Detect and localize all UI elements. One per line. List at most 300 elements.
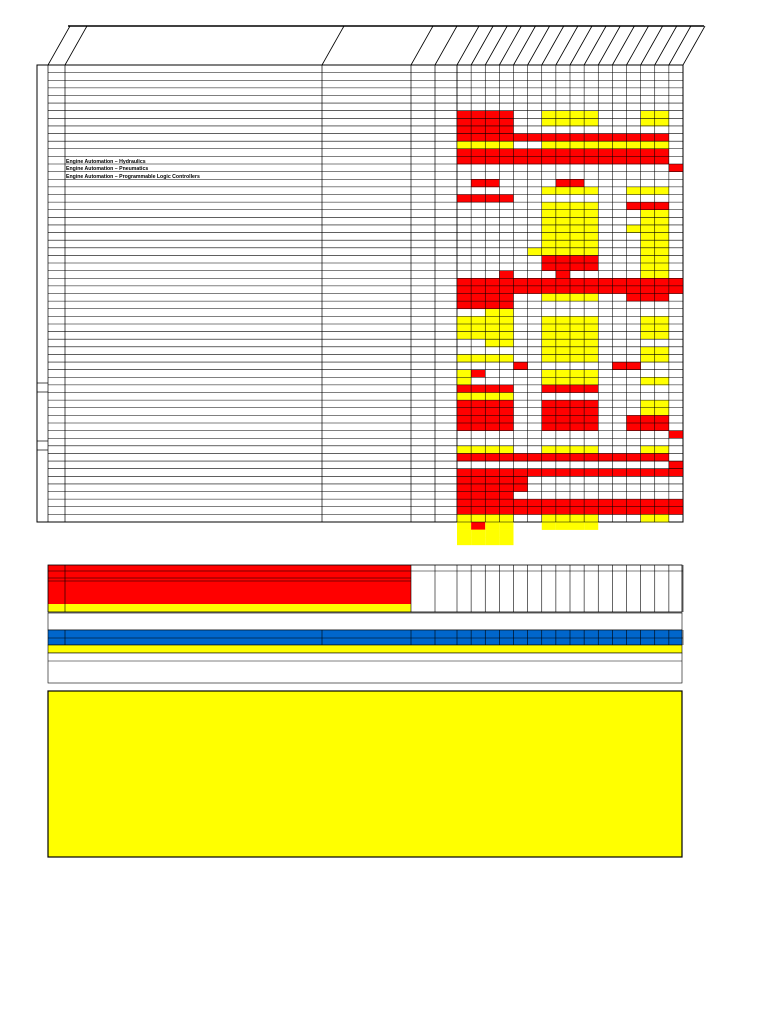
status-cell <box>556 324 570 332</box>
status-cell <box>570 118 584 126</box>
status-cell <box>641 286 655 294</box>
status-cell <box>655 187 669 195</box>
status-cell <box>641 217 655 225</box>
status-cell <box>499 194 513 202</box>
status-cell <box>499 271 513 279</box>
status-cell <box>655 225 669 233</box>
status-cell <box>556 408 570 416</box>
status-cell <box>485 111 499 119</box>
status-cell <box>556 286 570 294</box>
status-cell <box>655 240 669 248</box>
status-cell <box>471 530 485 538</box>
status-cell <box>514 484 528 492</box>
status-cell <box>627 278 641 286</box>
status-cell <box>485 408 499 416</box>
status-cell <box>499 537 513 545</box>
status-cell <box>457 408 471 416</box>
status-cell <box>528 156 542 164</box>
status-cell <box>556 263 570 271</box>
status-cell <box>514 149 528 157</box>
status-cell <box>499 469 513 477</box>
header-slant-line <box>499 26 521 65</box>
status-cell <box>584 453 598 461</box>
status-cell <box>471 294 485 302</box>
status-cell <box>499 408 513 416</box>
status-cell <box>627 286 641 294</box>
status-cell <box>457 537 471 545</box>
status-cell <box>584 278 598 286</box>
status-cell <box>556 385 570 393</box>
status-cell <box>641 278 655 286</box>
status-cell <box>556 271 570 279</box>
status-cell <box>542 423 556 431</box>
status-cell <box>457 385 471 393</box>
status-cell <box>485 453 499 461</box>
status-cell <box>655 202 669 210</box>
status-cell <box>499 278 513 286</box>
header-slant-line <box>627 26 649 65</box>
status-cell <box>570 377 584 385</box>
status-cell <box>570 354 584 362</box>
header-slant-line <box>542 26 564 65</box>
status-cell <box>584 332 598 340</box>
status-cell <box>457 400 471 408</box>
status-cell <box>584 499 598 507</box>
status-cell <box>655 217 669 225</box>
status-cell <box>584 141 598 149</box>
status-cell <box>570 423 584 431</box>
status-cell <box>584 263 598 271</box>
status-cell <box>485 332 499 340</box>
status-cell <box>556 141 570 149</box>
status-cell <box>655 111 669 119</box>
status-cell <box>542 400 556 408</box>
status-cell <box>570 339 584 347</box>
status-cell <box>570 415 584 423</box>
status-cell <box>471 415 485 423</box>
status-cell <box>570 324 584 332</box>
yellow-summary-row <box>48 645 682 653</box>
status-cell <box>485 530 499 538</box>
status-cell <box>542 210 556 218</box>
header-slant-line <box>528 26 550 65</box>
status-cell <box>669 278 683 286</box>
status-cell <box>556 240 570 248</box>
status-cell <box>542 507 556 515</box>
status-cell <box>499 286 513 294</box>
status-cell <box>485 278 499 286</box>
status-cell <box>499 156 513 164</box>
status-cell <box>499 446 513 454</box>
status-cell <box>570 278 584 286</box>
status-cell <box>655 377 669 385</box>
status-cell <box>584 354 598 362</box>
status-cell <box>457 492 471 500</box>
status-cell <box>471 484 485 492</box>
status-cell <box>584 316 598 324</box>
status-cell <box>485 149 499 157</box>
status-cell <box>542 469 556 477</box>
status-cell <box>584 210 598 218</box>
status-cell <box>499 492 513 500</box>
status-cell <box>570 294 584 302</box>
status-cell <box>655 446 669 454</box>
status-cell <box>556 453 570 461</box>
status-cell <box>570 217 584 225</box>
summary-band <box>48 613 683 683</box>
status-cell <box>457 476 471 484</box>
status-cell <box>457 499 471 507</box>
status-cell <box>457 278 471 286</box>
status-cell <box>556 423 570 431</box>
status-cell <box>556 446 570 454</box>
status-cell <box>641 134 655 142</box>
status-cell <box>485 522 499 530</box>
status-cell <box>641 400 655 408</box>
status-cell <box>471 385 485 393</box>
status-cell <box>485 179 499 187</box>
header-slant-line <box>598 26 620 65</box>
status-cell <box>471 332 485 340</box>
status-cell <box>641 316 655 324</box>
status-cell <box>655 248 669 256</box>
status-cell <box>542 415 556 423</box>
status-cell <box>471 149 485 157</box>
status-cell <box>556 233 570 241</box>
status-cell <box>655 118 669 126</box>
status-cell <box>556 134 570 142</box>
status-cell <box>570 453 584 461</box>
status-cell <box>584 134 598 142</box>
status-cell <box>457 294 471 302</box>
status-cell <box>627 469 641 477</box>
status-cell <box>485 400 499 408</box>
status-cell <box>499 415 513 423</box>
status-cell <box>655 210 669 218</box>
status-cell <box>641 240 655 248</box>
status-cell <box>570 347 584 355</box>
status-cell <box>542 202 556 210</box>
status-cell <box>584 522 598 530</box>
status-cell <box>655 499 669 507</box>
status-cell <box>641 354 655 362</box>
status-cell <box>655 134 669 142</box>
status-cell <box>528 149 542 157</box>
status-cell <box>556 179 570 187</box>
status-cell <box>641 446 655 454</box>
status-cell <box>669 164 683 172</box>
status-cell <box>641 271 655 279</box>
status-cell <box>570 263 584 271</box>
status-cell <box>627 499 641 507</box>
status-cell <box>485 446 499 454</box>
status-cell <box>514 278 528 286</box>
status-cell <box>514 469 528 477</box>
status-cell <box>556 400 570 408</box>
status-cell <box>499 309 513 317</box>
status-cell <box>570 141 584 149</box>
status-cell <box>457 507 471 515</box>
status-cell <box>669 499 683 507</box>
status-cell <box>471 446 485 454</box>
status-cell <box>641 210 655 218</box>
header-slant-line <box>48 26 70 65</box>
status-cell <box>570 469 584 477</box>
header-slant-line <box>471 26 493 65</box>
status-cell <box>542 278 556 286</box>
status-cell <box>570 400 584 408</box>
status-cell <box>627 141 641 149</box>
status-cell <box>556 187 570 195</box>
status-cell <box>499 499 513 507</box>
status-cell <box>485 194 499 202</box>
status-cell <box>457 156 471 164</box>
status-cell <box>499 514 513 522</box>
status-cell <box>655 324 669 332</box>
status-cell <box>485 514 499 522</box>
status-cell <box>655 332 669 340</box>
status-cell <box>471 194 485 202</box>
status-cell <box>584 187 598 195</box>
header-slant-line <box>584 26 606 65</box>
status-cell <box>471 393 485 401</box>
status-cell <box>641 111 655 119</box>
status-cell <box>542 263 556 271</box>
status-cell <box>641 248 655 256</box>
status-cell <box>556 225 570 233</box>
status-cell <box>584 255 598 263</box>
status-cell <box>556 469 570 477</box>
status-cell <box>485 415 499 423</box>
status-cell <box>485 476 499 484</box>
status-cell <box>485 354 499 362</box>
header-slant-line <box>683 26 705 65</box>
status-cell <box>471 499 485 507</box>
status-cell <box>641 324 655 332</box>
status-cell <box>570 332 584 340</box>
status-cell <box>471 408 485 416</box>
status-cell <box>485 126 499 134</box>
status-cell <box>627 362 641 370</box>
status-cell <box>485 324 499 332</box>
status-cell <box>471 156 485 164</box>
status-cell <box>641 233 655 241</box>
notes-box <box>48 691 682 857</box>
status-cell <box>570 514 584 522</box>
status-cell <box>584 408 598 416</box>
status-cell <box>556 370 570 378</box>
status-cell <box>457 324 471 332</box>
status-cell <box>457 377 471 385</box>
status-cell <box>570 210 584 218</box>
status-cell <box>612 134 626 142</box>
status-cell <box>598 286 612 294</box>
status-cell <box>542 225 556 233</box>
status-cell <box>556 294 570 302</box>
status-cell <box>542 233 556 241</box>
status-cell <box>471 134 485 142</box>
status-cell <box>528 134 542 142</box>
status-cell <box>471 423 485 431</box>
status-cell <box>499 400 513 408</box>
status-cell <box>485 294 499 302</box>
status-cell <box>584 347 598 355</box>
status-cell <box>641 469 655 477</box>
status-cell <box>556 202 570 210</box>
status-cell <box>598 134 612 142</box>
status-cell <box>570 408 584 416</box>
status-cell <box>499 484 513 492</box>
status-cell <box>556 118 570 126</box>
status-cell <box>499 522 513 530</box>
status-cell <box>499 111 513 119</box>
status-cell <box>556 156 570 164</box>
status-cell <box>485 423 499 431</box>
status-cell <box>542 187 556 195</box>
status-cell <box>641 294 655 302</box>
status-cell <box>457 446 471 454</box>
status-cell <box>542 316 556 324</box>
status-cell <box>570 111 584 119</box>
blue-summary-row <box>48 630 682 645</box>
status-cell <box>612 453 626 461</box>
status-cell <box>499 354 513 362</box>
status-cell <box>499 149 513 157</box>
status-cell <box>457 415 471 423</box>
status-cell <box>542 255 556 263</box>
status-cell <box>669 461 683 469</box>
status-cell <box>542 248 556 256</box>
status-cell <box>556 255 570 263</box>
status-cell <box>627 415 641 423</box>
status-cell <box>584 423 598 431</box>
status-cell <box>457 316 471 324</box>
status-cell <box>542 324 556 332</box>
status-cell <box>499 134 513 142</box>
status-cell <box>641 255 655 263</box>
status-cell <box>471 111 485 119</box>
status-cell <box>514 507 528 515</box>
status-cell <box>528 499 542 507</box>
header-slant-line <box>556 26 578 65</box>
status-cell <box>542 111 556 119</box>
status-cell <box>485 537 499 545</box>
status-cell <box>499 126 513 134</box>
status-cell <box>641 423 655 431</box>
status-cell <box>641 415 655 423</box>
status-cell <box>528 453 542 461</box>
status-cell <box>471 522 485 530</box>
status-cell <box>499 476 513 484</box>
status-cell <box>612 499 626 507</box>
status-cell <box>471 286 485 294</box>
status-cell <box>655 453 669 461</box>
status-cell <box>499 301 513 309</box>
status-cell <box>514 499 528 507</box>
status-cell <box>556 248 570 256</box>
status-cell <box>457 286 471 294</box>
status-cell <box>584 370 598 378</box>
status-cell <box>655 514 669 522</box>
row-label-plc: Engine Automation – Programmable Logic Controllers <box>66 174 200 180</box>
status-cell <box>655 156 669 164</box>
status-cell <box>612 141 626 149</box>
status-cell <box>655 507 669 515</box>
status-cell <box>514 476 528 484</box>
status-cell <box>542 339 556 347</box>
status-cell <box>457 354 471 362</box>
status-cell <box>641 118 655 126</box>
status-cell <box>499 393 513 401</box>
status-cell <box>457 370 471 378</box>
status-cell <box>542 453 556 461</box>
status-cell <box>641 156 655 164</box>
row-lines <box>48 65 683 522</box>
status-cell <box>542 141 556 149</box>
status-cell <box>471 324 485 332</box>
status-cell <box>584 233 598 241</box>
status-cell <box>570 225 584 233</box>
status-cell <box>556 278 570 286</box>
status-cell <box>499 316 513 324</box>
status-cell <box>570 385 584 393</box>
status-cell <box>584 149 598 157</box>
status-cell <box>485 469 499 477</box>
status-cell <box>655 263 669 271</box>
status-cell <box>457 484 471 492</box>
status-cell <box>627 507 641 515</box>
status-cell <box>612 286 626 294</box>
status-cell <box>514 134 528 142</box>
header-slant-line <box>485 26 507 65</box>
header-slant-line <box>669 26 691 65</box>
status-cell <box>612 278 626 286</box>
status-cell <box>457 423 471 431</box>
status-cell <box>641 453 655 461</box>
status-cell <box>542 385 556 393</box>
status-cell <box>542 217 556 225</box>
status-cell <box>485 507 499 515</box>
status-cell <box>542 377 556 385</box>
status-cell <box>471 278 485 286</box>
status-cell <box>598 453 612 461</box>
status-cell <box>655 347 669 355</box>
status-cell <box>471 118 485 126</box>
status-cell <box>499 324 513 332</box>
status-cell <box>499 385 513 393</box>
status-cell <box>641 263 655 271</box>
status-cell <box>471 537 485 545</box>
status-cell <box>485 156 499 164</box>
status-cell <box>570 248 584 256</box>
status-cell <box>641 141 655 149</box>
status-cell <box>570 286 584 294</box>
status-cell <box>457 126 471 134</box>
status-cell <box>528 507 542 515</box>
status-cell <box>457 149 471 157</box>
status-cell <box>584 294 598 302</box>
status-cell <box>556 522 570 530</box>
status-cell <box>556 332 570 340</box>
status-cell <box>612 507 626 515</box>
status-cell <box>641 202 655 210</box>
status-cell <box>641 408 655 416</box>
status-cell <box>542 118 556 126</box>
status-cell <box>655 469 669 477</box>
status-cell <box>556 377 570 385</box>
status-cell <box>627 225 641 233</box>
status-cell <box>471 514 485 522</box>
